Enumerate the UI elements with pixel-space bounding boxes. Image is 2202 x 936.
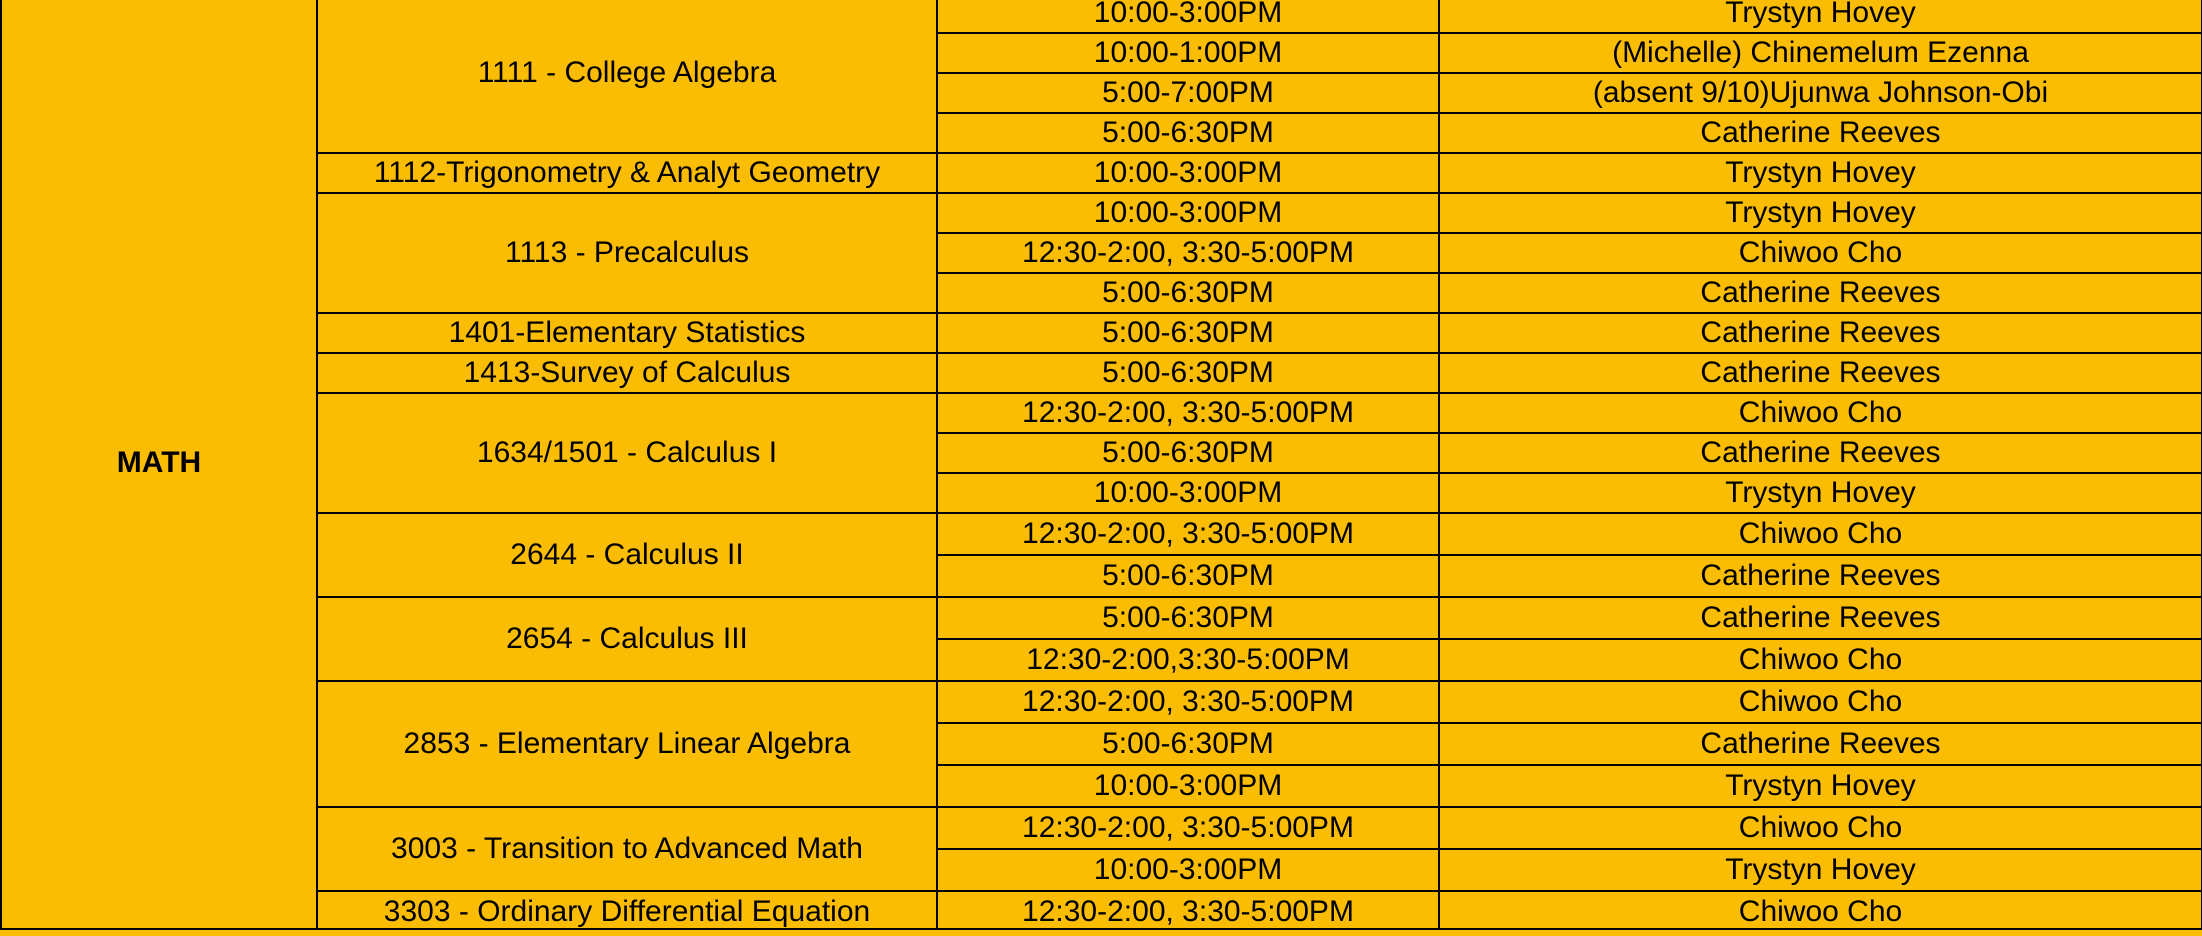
course-cell[interactable]: 1634/1501 - Calculus I xyxy=(317,393,937,513)
time-cell[interactable]: 10:00-1:00PM xyxy=(937,33,1439,73)
time-cell[interactable]: 5:00-6:30PM xyxy=(937,597,1439,639)
course-cell[interactable]: 2644 - Calculus II xyxy=(317,513,937,597)
table-row xyxy=(1,513,2202,555)
course-cell[interactable]: 1401-Elementary Statistics xyxy=(317,313,937,353)
time-cell[interactable]: 10:00-3:00PM xyxy=(937,765,1439,807)
table-row xyxy=(1,153,2202,193)
time-cell[interactable]: 12:30-2:00, 3:30-5:00PM xyxy=(937,891,1439,933)
time-cell[interactable]: 5:00-7:00PM xyxy=(937,73,1439,113)
tutor-cell[interactable]: Catherine Reeves xyxy=(1439,353,2202,393)
tutor-cell[interactable]: Trystyn Hovey xyxy=(1439,193,2202,233)
time-cell[interactable]: 5:00-6:30PM xyxy=(937,273,1439,313)
course-cell[interactable]: 2853 - Elementary Linear Algebra xyxy=(317,681,937,807)
tutor-cell[interactable]: Chiwoo Cho xyxy=(1439,639,2202,681)
table-row xyxy=(1,313,2202,353)
tutor-cell[interactable]: Chiwoo Cho xyxy=(1439,513,2202,555)
course-cell[interactable]: 1112-Trigonometry & Analyt Geometry xyxy=(317,153,937,193)
time-cell[interactable]: 5:00-6:30PM xyxy=(937,313,1439,353)
tutor-cell[interactable]: Trystyn Hovey xyxy=(1439,765,2202,807)
tutor-cell[interactable]: Chiwoo Cho xyxy=(1439,233,2202,273)
tutor-cell[interactable]: Catherine Reeves xyxy=(1439,313,2202,353)
table-row xyxy=(1,681,2202,723)
course-cell[interactable]: 1113 - Precalculus xyxy=(317,193,937,313)
time-cell[interactable]: 12:30-2:00, 3:30-5:00PM xyxy=(937,681,1439,723)
tutor-cell[interactable]: Chiwoo Cho xyxy=(1439,807,2202,849)
subject-cell[interactable]: MATH xyxy=(1,0,317,933)
course-cell[interactable]: 1413-Survey of Calculus xyxy=(317,353,937,393)
time-cell[interactable]: 10:00-3:00PM xyxy=(937,473,1439,513)
tutor-cell[interactable]: Trystyn Hovey xyxy=(1439,153,2202,193)
time-cell[interactable]: 5:00-6:30PM xyxy=(937,113,1439,153)
course-cell[interactable]: 1111 - College Algebra xyxy=(317,0,937,153)
table-row xyxy=(1,193,2202,233)
time-cell[interactable]: 10:00-3:00PM xyxy=(937,153,1439,193)
table-row xyxy=(1,807,2202,849)
tutor-cell[interactable]: Chiwoo Cho xyxy=(1439,891,2202,933)
tutor-cell[interactable]: Trystyn Hovey xyxy=(1439,0,2202,33)
next-row-edge xyxy=(0,928,2202,936)
time-cell[interactable]: 12:30-2:00, 3:30-5:00PM xyxy=(937,513,1439,555)
tutor-cell[interactable]: (absent 9/10)Ujunwa Johnson-Obi xyxy=(1439,73,2202,113)
time-cell[interactable]: 5:00-6:30PM xyxy=(937,555,1439,597)
tutor-cell[interactable]: Chiwoo Cho xyxy=(1439,393,2202,433)
time-cell[interactable]: 10:00-3:00PM xyxy=(937,0,1439,33)
table-row xyxy=(1,0,2202,33)
time-cell[interactable]: 10:00-3:00PM xyxy=(937,849,1439,891)
course-cell[interactable]: 3303 - Ordinary Differential Equation xyxy=(317,891,937,933)
time-cell[interactable]: 5:00-6:30PM xyxy=(937,353,1439,393)
tutor-cell[interactable]: Catherine Reeves xyxy=(1439,555,2202,597)
table-row xyxy=(1,597,2202,639)
time-cell[interactable]: 12:30-2:00, 3:30-5:00PM xyxy=(937,807,1439,849)
time-cell[interactable]: 12:30-2:00, 3:30-5:00PM xyxy=(937,393,1439,433)
tutor-cell[interactable]: Trystyn Hovey xyxy=(1439,473,2202,513)
tutor-cell[interactable]: Catherine Reeves xyxy=(1439,597,2202,639)
course-cell[interactable]: 2654 - Calculus III xyxy=(317,597,937,681)
time-cell[interactable]: 5:00-6:30PM xyxy=(937,433,1439,473)
tutor-cell[interactable]: Chiwoo Cho xyxy=(1439,681,2202,723)
time-cell[interactable]: 12:30-2:00, 3:30-5:00PM xyxy=(937,233,1439,273)
table-row xyxy=(1,891,2202,933)
table-row xyxy=(1,393,2202,433)
course-cell[interactable]: 3003 - Transition to Advanced Math xyxy=(317,807,937,891)
tutor-cell[interactable]: Trystyn Hovey xyxy=(1439,849,2202,891)
tutor-cell[interactable]: Catherine Reeves xyxy=(1439,273,2202,313)
time-cell[interactable]: 5:00-6:30PM xyxy=(937,723,1439,765)
tutor-cell[interactable]: Catherine Reeves xyxy=(1439,433,2202,473)
time-cell[interactable]: 10:00-3:00PM xyxy=(937,193,1439,233)
tutor-cell[interactable]: Catherine Reeves xyxy=(1439,723,2202,765)
table-row xyxy=(1,353,2202,393)
tutor-cell[interactable]: (Michelle) Chinemelum Ezenna xyxy=(1439,33,2202,73)
time-cell[interactable]: 12:30-2:00,3:30-5:00PM xyxy=(937,639,1439,681)
tutor-cell[interactable]: Catherine Reeves xyxy=(1439,113,2202,153)
